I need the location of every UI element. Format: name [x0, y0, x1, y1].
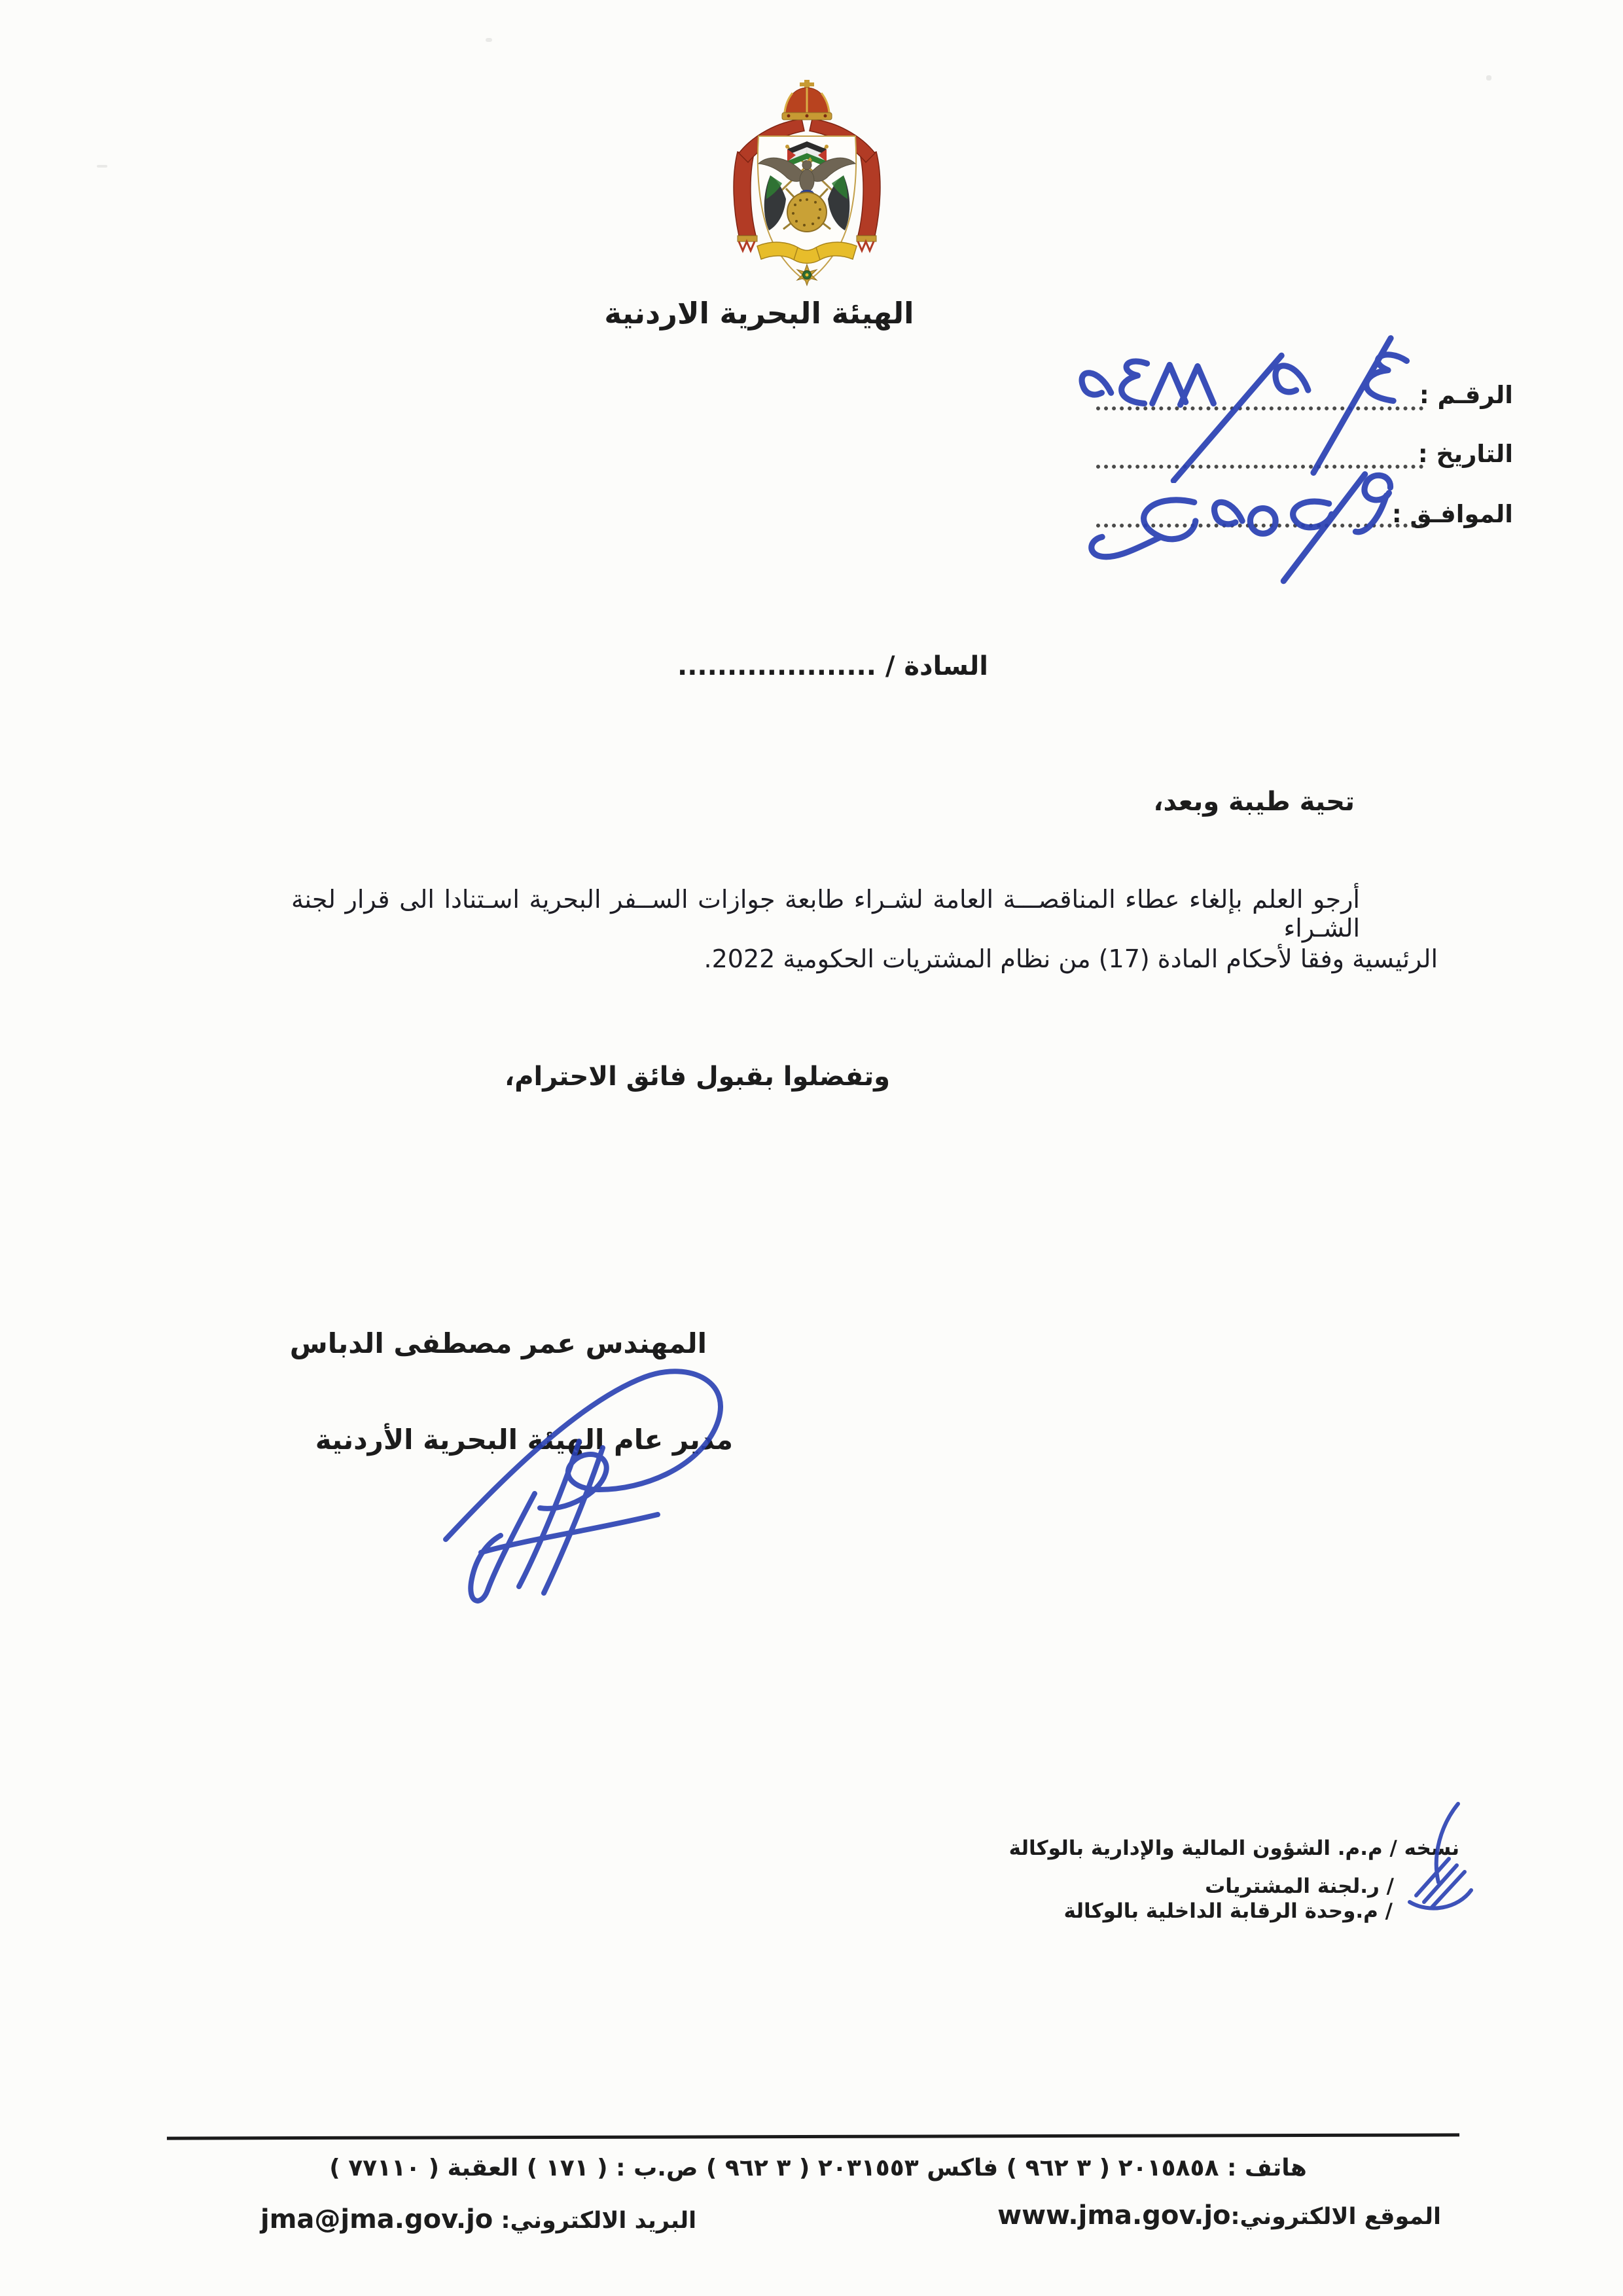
copy-line-internal-audit: / م.وحدة الرقابة الداخلية بالوكالة	[1063, 1899, 1393, 1923]
greeting-line: تحية طيبة وبعد،	[1153, 787, 1355, 817]
handwritten-corresponding-date	[1063, 459, 1410, 586]
signatory-title: مدير عام الهيئة البحرية الأردنية	[315, 1424, 733, 1456]
jordan-coat-of-arms-icon	[722, 79, 892, 295]
email-label: البريد الالكتروني:	[501, 2208, 697, 2234]
scan-speck	[97, 165, 107, 168]
footer-website-line	[997, 2200, 1441, 2231]
body-paragraph-line1: أرجو العلم بإلغاء عطاء المناقصـــة العامة لشـراء طابعة جوازات الســفر البحرية اسـتنادا الى قرار لجنة الشـراء	[291, 885, 1360, 942]
page-title: الهيئة البحرية الاردنية	[604, 296, 914, 331]
copies-ink-scribble	[1398, 1799, 1483, 1913]
scan-speck	[486, 38, 492, 42]
email-address: jma@jma.gov.jo	[260, 2204, 493, 2234]
footer-email-line	[260, 2204, 696, 2234]
addressee-line: السادة / ....................	[677, 651, 988, 681]
scan-speck	[1486, 75, 1491, 81]
website-label: الموقع الالكتروني:	[1230, 2204, 1441, 2230]
ref-number-label: الرقـم :	[1419, 381, 1513, 409]
website-url: www.jma.gov.jo	[997, 2200, 1231, 2231]
copy-line-procurement-committee: / ر.لجنة المشتريات	[1205, 1874, 1394, 1898]
signature-ink-scribble	[383, 1343, 762, 1605]
ref-corresponding-label: الموافـق :	[1391, 500, 1513, 528]
body-paragraph-line2: الرئيسية وفقا لأحكام المادة (17) من نظام المشتريات الحكومية 2022.	[704, 944, 1438, 973]
copy-line-finance: نسخه / م.م. الشؤون المالية والإدارية بالوكالة	[1008, 1837, 1459, 1860]
signatory-name: المهندس عمر مصطفى الدباس	[289, 1327, 707, 1359]
ref-date-label: التاريخ :	[1418, 440, 1513, 468]
closing-line: وتفضلوا بقبول فائق الاحترام،	[505, 1062, 890, 1092]
footer-contact-line: هاتف : ٢٠١٥٨٥٨ ( ٣ ٩٦٢ ) فاكس ٢٠٣١٥٥٣ ( ٣ ٩٦٢ ) ص.ب : ( ١٧١ ) العقبة ( ٧٧١١٠ )	[329, 2155, 1307, 2181]
footer-divider	[167, 2133, 1459, 2140]
